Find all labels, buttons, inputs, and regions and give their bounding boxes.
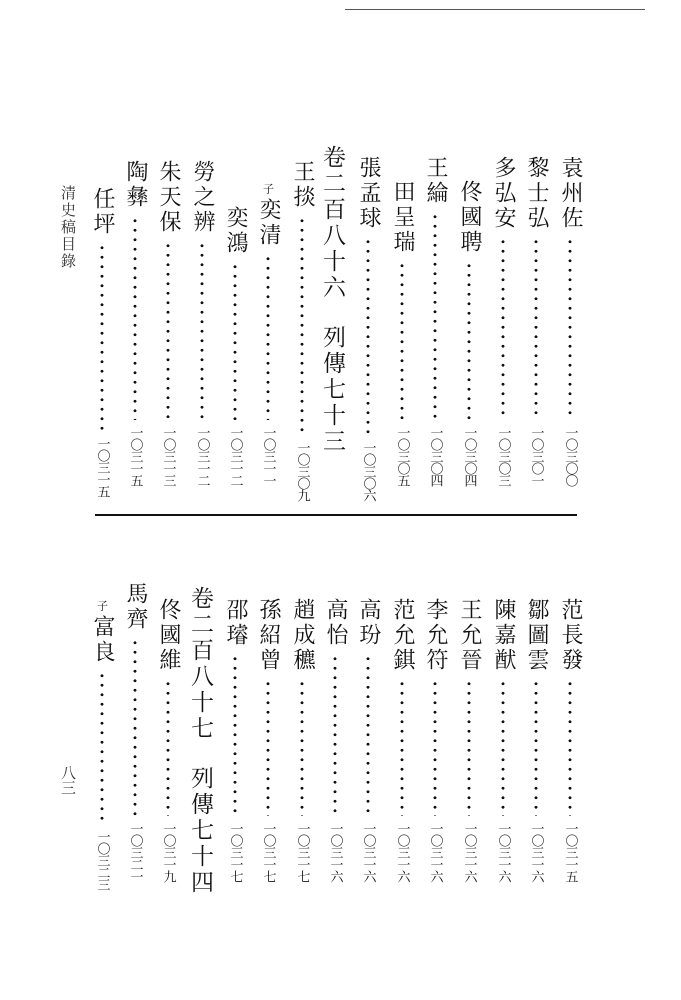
toc-entry [254,598,282,882]
entry-page: 一〇三一一 [260,426,276,486]
entry-name: 陶彝 [123,160,148,210]
section-divider [95,514,577,516]
leader-dots [166,241,170,420]
toc-entry [489,598,517,882]
toc-entry [354,156,382,501]
entry-page: 一〇三〇三 [495,426,511,486]
leader-dots [200,241,204,420]
toc-entry [254,183,282,486]
entry-page: 一〇三〇一 [528,426,544,486]
entry-page: 一〇三一七 [294,822,310,882]
leader-dots [233,654,237,816]
son-marker: 子 [95,600,109,611]
toc-entry [556,598,584,882]
entry-page: 一〇三一七 [260,822,276,882]
leader-dots [501,237,505,420]
leader-dots [266,679,270,816]
entry-name: 范長發 [558,598,583,673]
entry-name: 田呈瑞 [390,180,415,255]
book-header: 清史稿目錄 [59,185,77,270]
entry-page: 一〇三〇四 [461,426,477,486]
toc-entry [522,156,550,486]
entry-name: 勞之辨 [190,160,215,235]
entry-name: 任坪 [90,187,115,237]
entry-name: 富良 [90,615,115,665]
entry-name: 朱天保 [156,160,181,235]
leader-dots [501,679,505,816]
toc-entry [288,160,316,501]
toc-entry [421,598,449,882]
leader-dots [300,679,304,816]
entry-page: 一〇三一三 [160,426,176,486]
page-number: 八三 [59,765,77,795]
entry-name: 趙成穮 [290,598,315,673]
toc-entry [154,598,182,882]
toc-entry [88,600,116,890]
entry-page: 一〇三〇六 [360,441,376,501]
entry-name: 邵璿 [223,598,248,648]
entry-name: 范允錤 [390,598,415,673]
leader-dots [568,237,572,420]
entry-page: 一〇三一六 [495,822,511,882]
entry-page: 一〇三一五 [127,426,143,486]
leader-dots [568,679,572,816]
entry-page: 一〇三一七 [227,822,243,882]
leader-dots [534,237,538,420]
toc-entry [221,206,249,486]
leader-dots [233,262,237,420]
entry-page: 一〇三一二 [194,426,210,486]
entry-name: 高玢 [356,598,381,648]
toc-entry [388,598,416,882]
toc-entry [121,160,149,486]
entry-page: 一〇三二三 [94,830,110,890]
entry-page: 一〇三二一 [127,822,143,882]
leader-dots [400,261,404,420]
entry-page: 一〇三一五 [94,437,110,497]
toc-entry [354,598,382,882]
entry-name: 張孟球 [356,156,381,231]
leader-dots [433,212,437,420]
entry-page: 一〇三一六 [360,822,376,882]
entry-name: 陳嘉猷 [491,598,516,673]
top-rule [345,9,645,10]
toc-entry [455,180,483,486]
entry-name: 佟國維 [156,598,181,673]
entry-page: 一〇三〇〇 [562,426,578,486]
leader-dots [133,638,137,816]
juan-biography: 列傳七十四 [187,766,213,896]
leader-dots [433,679,437,816]
leader-dots [300,216,304,435]
entry-name: 王允晉 [457,598,482,673]
juan-biography: 列傳七十三 [319,325,345,455]
entry-page: 一〇三〇五 [394,426,410,486]
toc-entry [154,160,182,486]
entry-page: 一〇三一五 [562,822,578,882]
toc-entry [455,598,483,882]
entry-name: 袁州佐 [558,156,583,231]
leader-dots [266,254,270,420]
entry-name: 黎士弘 [524,156,549,231]
entry-page: 一〇三一六 [327,822,343,882]
toc-entry [556,156,584,486]
son-marker: 子 [261,183,275,194]
juan-heading [188,586,211,896]
juan-volume: 卷二百八十七 [187,586,213,742]
toc-entry [388,180,416,486]
entry-page: 一〇三〇九 [294,441,310,501]
toc-entry [321,598,349,882]
entry-name: 李允符 [423,598,448,673]
toc-entry [88,187,116,497]
entry-page: 一〇三一六 [461,822,477,882]
entry-name: 佟國聘 [457,180,482,255]
juan-volume: 卷二百八十六 [319,145,345,301]
entry-page: 一〇三〇四 [427,426,443,486]
entry-name: 奕清 [256,198,281,248]
leader-dots [100,243,104,431]
leader-dots [534,679,538,816]
leader-dots [400,679,404,816]
leader-dots [366,654,370,816]
leader-dots [100,671,104,824]
toc-entry [188,160,216,486]
toc-entry [489,156,517,486]
entry-name: 奕鴻 [223,206,248,256]
entry-name: 王掞 [290,160,315,210]
entry-name: 高怡 [323,598,348,648]
entry-name: 馬齊 [123,582,148,632]
entry-page: 一〇三一九 [160,822,176,882]
entry-name: 鄒圖雲 [524,598,549,673]
entry-page: 一〇三一六 [394,822,410,882]
toc-entry [522,598,550,882]
leader-dots [366,237,370,435]
toc-entry [121,582,149,882]
toc-entry [421,156,449,486]
entry-name: 多弘安 [491,156,516,231]
entry-name: 王綸 [423,156,448,206]
entry-page: 一〇三一二 [227,426,243,486]
entry-page: 一〇三一六 [528,822,544,882]
toc-entry [221,598,249,882]
leader-dots [467,261,471,420]
entry-page: 一〇三一六 [427,822,443,882]
leader-dots [333,654,337,816]
leader-dots [467,679,471,816]
toc-entry [288,598,316,882]
leader-dots [166,679,170,816]
entry-name: 孫紹曾 [256,598,281,673]
leader-dots [133,216,137,420]
juan-heading [320,145,343,455]
